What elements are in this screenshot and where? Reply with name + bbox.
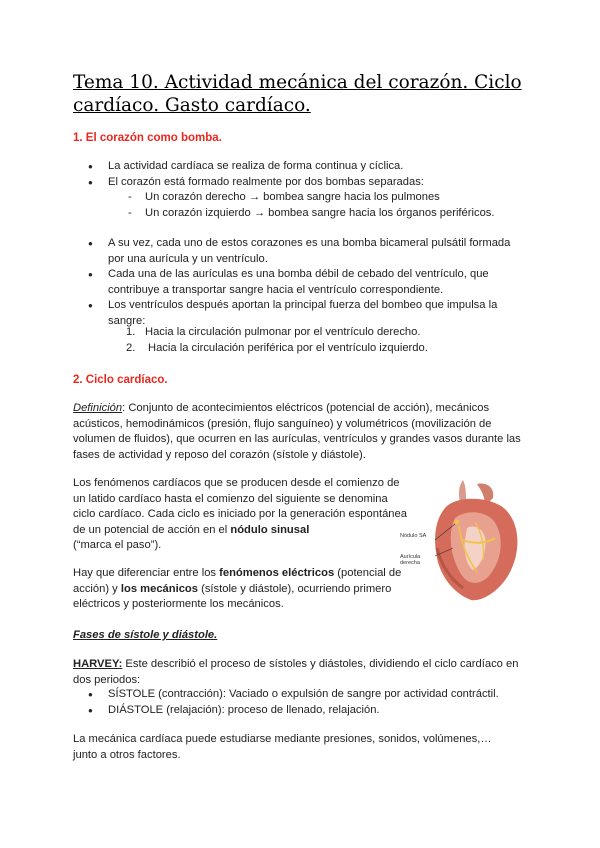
page-title: Tema 10. Actividad mecánica del corazón. Ciclo cardíaco. Gasto cardíaco. <box>73 72 522 116</box>
list-item: - Un corazón izquierdo → bombea sangre hacia los órganos periféricos. <box>128 206 528 222</box>
list-item: ● La actividad cardíaca se realiza de forma continua y cíclica. <box>88 159 528 175</box>
section1-heading: 1. El corazón como bomba. <box>73 132 222 144</box>
list-item: - Un corazón derecho → bombea sangre hacia los pulmones <box>128 190 528 206</box>
list-item: ● SÍSTOLE (contracción): Vaciado o expulsión de sangre por actividad contráctil. <box>88 687 528 703</box>
section1-numbered <box>126 325 526 356</box>
list-item: 1. Hacia la circulación pulmonar por el ventrículo derecho. <box>126 326 421 338</box>
phases-heading: Fases de sístole y diástole. <box>73 629 218 641</box>
phases-list <box>88 687 528 718</box>
section1-bullets-b <box>88 236 528 330</box>
list-item: ● Cada una de las aurículas es una bomba débil de cebado del ventrículo, que contribuye a transportar sangre hacia el ventrículo correspondiente. <box>88 267 528 298</box>
harvey-label: HARVEY: <box>73 658 123 670</box>
list-item: 2. Hacia la circulación periférica por el ventrículo izquierdo. <box>126 341 428 354</box>
list-item: ● Los ventrículos después aportan la principal fuerza del bombeo que impulsa la sangre: <box>88 298 528 329</box>
section1-dashes <box>128 190 528 221</box>
list-item: ● El corazón está formado realmente por dos bombas separadas: <box>88 175 528 191</box>
list-item: ● A su vez, cada uno de estos corazones es una bomba bicameral pulsátil formada por una aurícula y un ventrículo. <box>88 236 528 267</box>
cycle-paragraph: Los fenómenos cardíacos que se producen desde el comienzo de un latido cardíaco hasta el comienzo del siguiente se denomina ciclo cardíaco. Cada ciclo es iniciado por la generación espontánea de un potencial de acción en el nódulo sinusal (“marca el paso”). <box>73 477 407 552</box>
phenomena-paragraph: Hay que diferenciar entre los fenómenos eléctricos (potencial de acción) y los mecánicos (sístole y diástole), ocurriendo primero eléctricos y posteriormente los mecánicos. <box>73 567 402 611</box>
heart-illustration <box>415 478 525 603</box>
definition-paragraph: Definición: Conjunto de acontecimientos eléctricos (potencial de acción), mecánicos acústicos, hemodinámicos (presión, flujo sanguíneo) y volumétricos (movilización de volumen de fluidos), que ocurren en las aurículas, ventrículos y grandes vasos durante las fases de actividad y reposo del corazón (sístole y diástole). <box>73 402 521 461</box>
closing-paragraph: La mecánica cardíaca puede estudiarse mediante presiones, sonidos, volúmenes,… junto a otros factores. <box>73 733 492 761</box>
label-sa-node: Nódulo SA <box>400 533 427 539</box>
harvey-paragraph: HARVEY: Este describió el proceso de sístoles y diástoles, dividiendo el ciclo cardíaco en dos periodos: <box>73 658 519 686</box>
list-item: ● DIÁSTOLE (relajación): proceso de llenado, relajación. <box>88 703 528 719</box>
definition-label: Definición <box>73 402 123 414</box>
section2-heading: 2. Ciclo cardíaco. <box>73 374 168 386</box>
label-right-atrium: Aurícula derecha <box>400 554 421 566</box>
section1-bullets-a <box>88 159 528 190</box>
